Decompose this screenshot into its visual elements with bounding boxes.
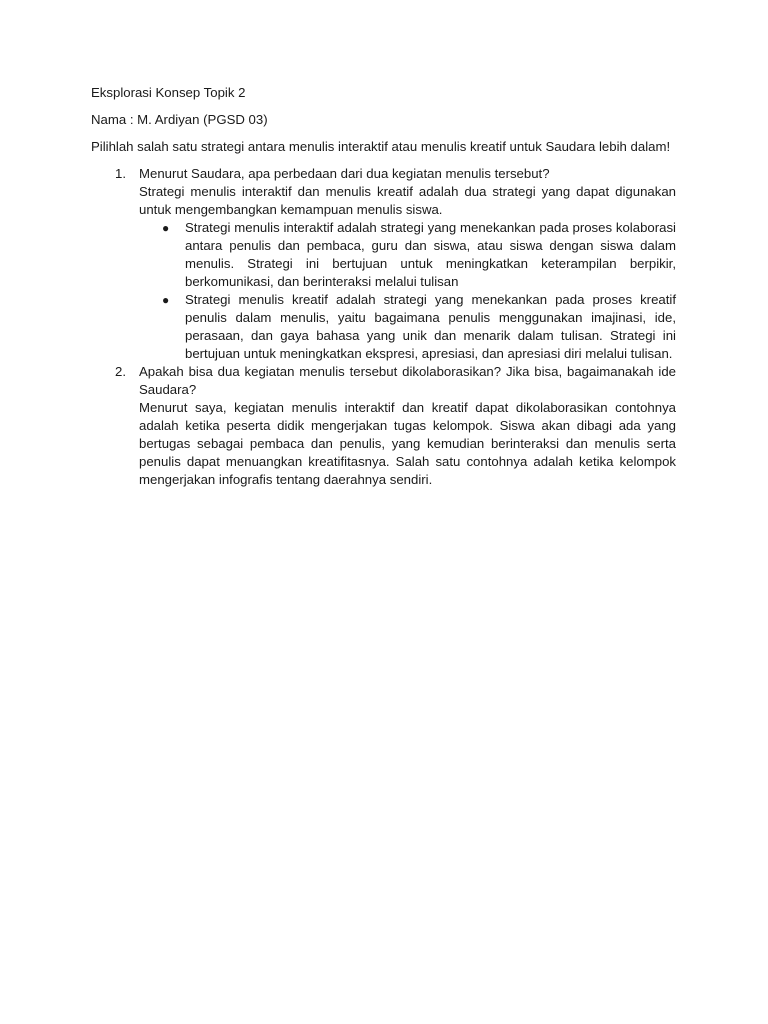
question-item-2 xyxy=(91,363,676,489)
list-number: 2. xyxy=(115,364,126,379)
answer-text: Menurut saya, kegiatan menulis interaktif dan kreatif dapat dikolaborasikan contohnya adalah ketika peserta didik mengerjakan tugas kelompok. Siswa akan dibagi ada yang bertugas sebagai pembaca dan penulis, yang kemudian berinteraksi dan menulis serta penulis dapat menuangkan kreatifitasnya. Salah satu contohnya adalah ketika kelompok mengerjakan infografis tentang daerahnya sendiri. xyxy=(139,400,676,487)
answer-text: Strategi menulis interaktif dan menulis kreatif adalah dua strategi yang dapat digunakan untuk mengembangkan kemampuan menulis siswa. xyxy=(139,184,676,217)
bullet-list xyxy=(139,219,676,363)
document-page xyxy=(91,84,676,489)
bullet-text: Strategi menulis interaktif adalah strategi yang menekankan pada proses kolaborasi antara penulis dan pembaca, guru dan siswa, atau siswa dengan siswa dalam menulis. Strategi ini bertujuan untuk meningkatkan keterampilan berpikir, berkomunikasi, dan berinteraksi melalui tulisan xyxy=(185,220,676,289)
bullet-icon: ● xyxy=(162,293,170,307)
bullet-text: Strategi menulis kreatif adalah strategi yang menekankan pada proses kreatif penulis dalam menulis, yaitu bagaimana penulis menggunakan imajinasi, ide, perasaan, dan gaya bahasa yang unik dan menarik dalam tulisan. Strategi ini bertujuan untuk meningkatkan ekspresi, apresiasi, dan apresiasi diri melalui tulisan. xyxy=(185,292,676,361)
bullet-icon: ● xyxy=(162,221,170,235)
question-list xyxy=(91,165,676,489)
list-number: 1. xyxy=(115,166,126,181)
question-text: Apakah bisa dua kegiatan menulis tersebut dikolaborasikan? Jika bisa, bagaimanakah ide Saudara? xyxy=(139,364,676,397)
question-text: Menurut Saudara, apa perbedaan dari dua kegiatan menulis tersebut? xyxy=(139,166,550,181)
instruction-text: Pilihlah salah satu strategi antara menulis interaktif atau menulis kreatif untuk Saudara lebih dalam! xyxy=(91,139,671,154)
bullet-item xyxy=(139,219,676,291)
question-item-1 xyxy=(91,165,676,363)
bullet-item xyxy=(139,291,676,363)
name-line: Nama : M. Ardiyan (PGSD 03) xyxy=(91,112,268,127)
document-title: Eksplorasi Konsep Topik 2 xyxy=(91,85,246,100)
